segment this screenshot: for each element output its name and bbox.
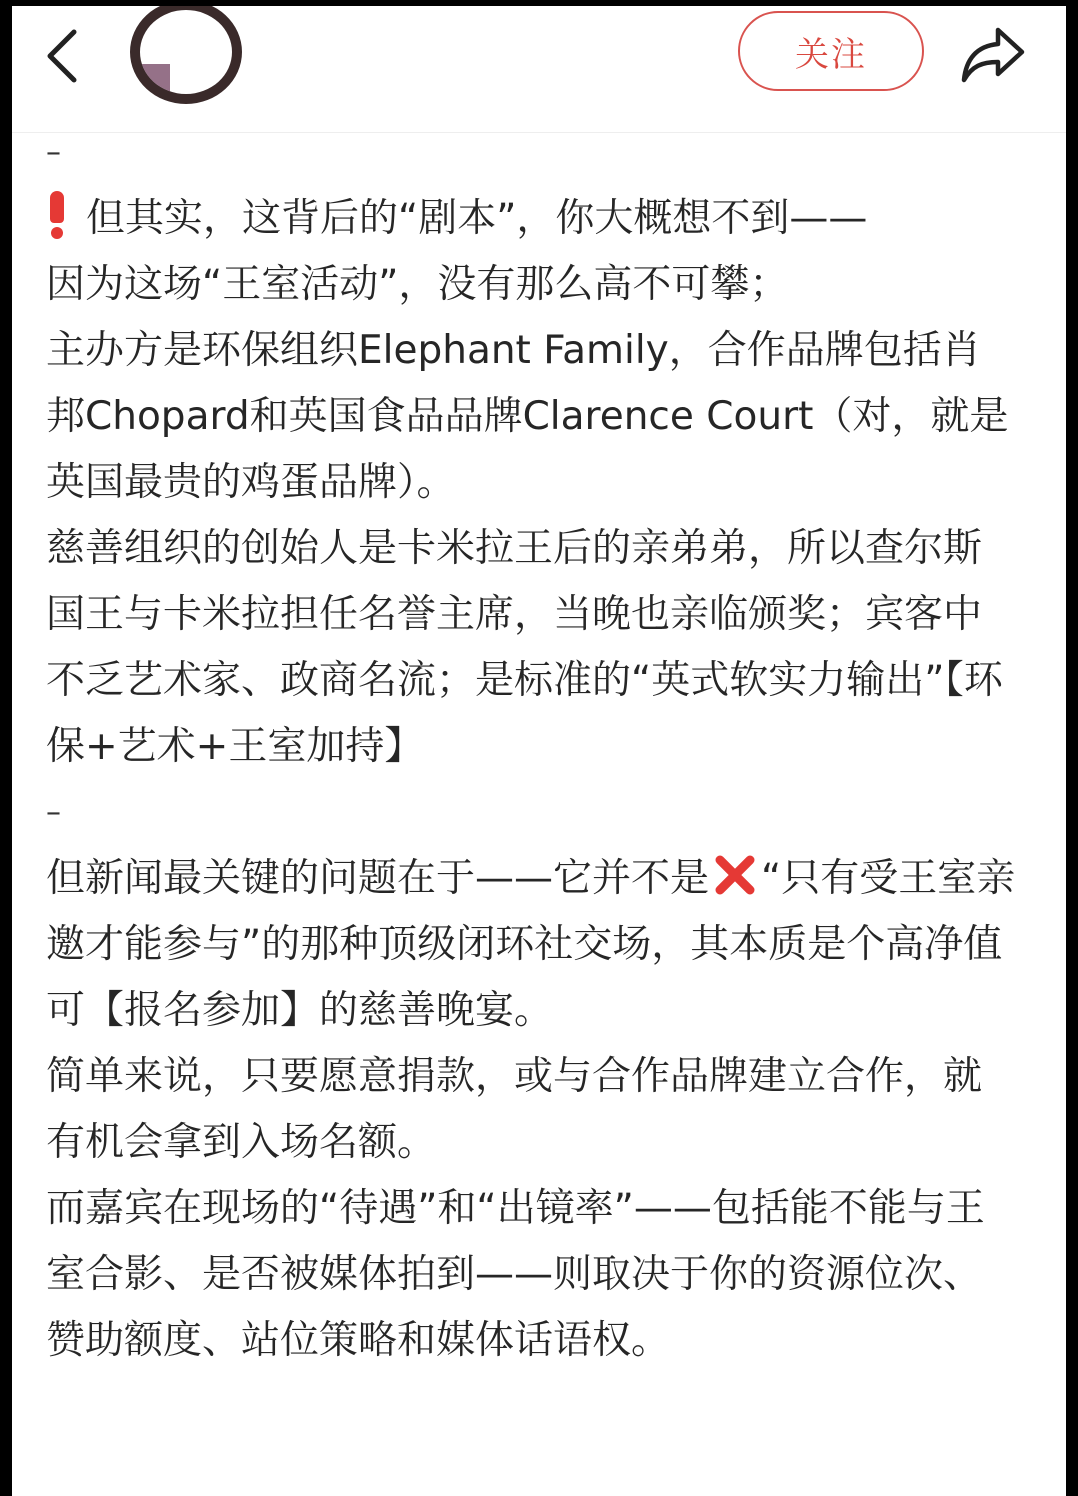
paragraph-intro-text: 但其实，这背后的“剧本”，你大概想不到—— [86, 196, 868, 241]
paragraph-intro [46, 186, 1016, 252]
paragraph-2: 因为这场“王室活动”，没有那么高不可攀； [46, 262, 789, 307]
separator-dash: – [46, 135, 61, 170]
paragraph-5 [46, 846, 1016, 1044]
follow-button[interactable]: 关注 [738, 11, 924, 91]
article-body [46, 120, 1016, 1374]
back-button[interactable] [40, 24, 84, 88]
paragraph-5-after: “只有受王室亲邀才能参与”的那种顶级闭环社交场，其本质是个高净值可【报名参加】的慈善晚宴。 [46, 856, 1016, 1033]
paragraph-3: 主办方是环保组织Elephant Family，合作品牌包括肖邦Chopard和英国食品品牌Clarence Court（对，就是英国最贵的鸡蛋品牌）。 [46, 328, 1009, 505]
avatar[interactable] [130, 0, 242, 104]
separator-dash: – [46, 795, 61, 830]
paragraph-5-before: 但新闻最关键的问题在于——它并不是 [46, 856, 710, 901]
paragraph-6: 简单来说，只要愿意捐款，或与合作品牌建立合作，就有机会拿到入场名额。 [46, 1054, 983, 1165]
paragraph-4: 慈善组织的创始人是卡米拉王后的亲弟弟，所以查尔斯国王与卡米拉担任名誉主席，当晚也亲临颁奖；宾客中不乏艺术家、政商名流；是标准的“英式软实力输出”【环保+艺术+王室加持】 [46, 526, 1003, 769]
chevron-left-icon [42, 26, 82, 86]
red-exclamation-icon [46, 191, 68, 237]
red-cross-icon [711, 851, 759, 899]
share-arrow-icon [958, 24, 1028, 86]
top-bar [12, 6, 1066, 133]
share-button[interactable] [956, 20, 1030, 90]
paragraph-7: 而嘉宾在现场的“待遇”和“出镜率”——包括能不能与王室合影、是否被媒体拍到——则取决于你的资源位次、赞助额度、站位策略和媒体话语权。 [46, 1186, 985, 1363]
